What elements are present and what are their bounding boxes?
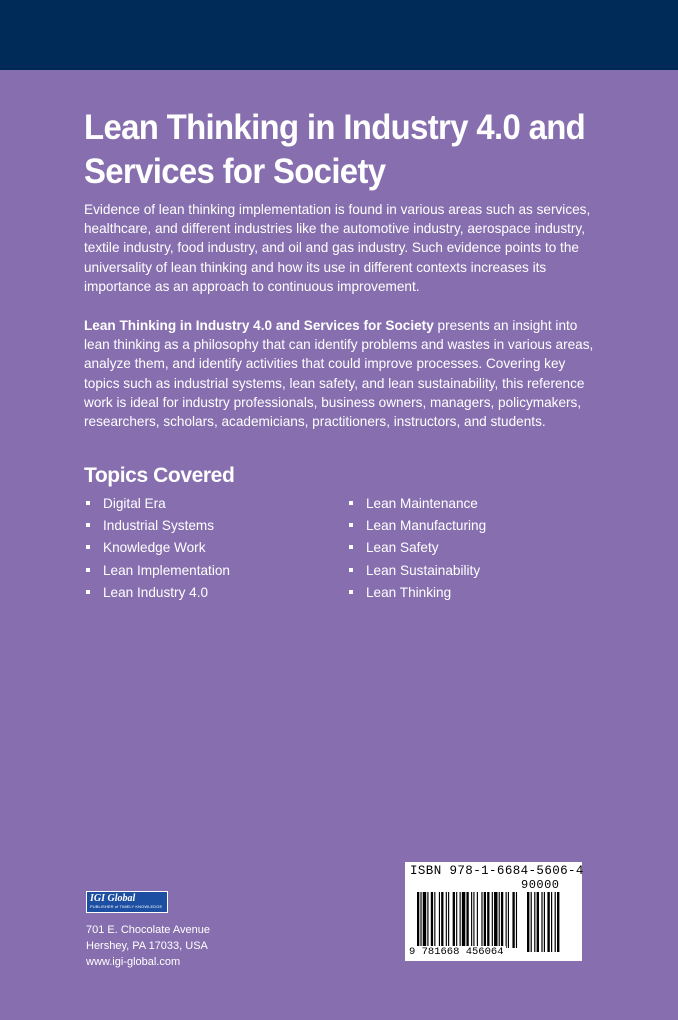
topic-item <box>349 560 486 582</box>
bullet-icon <box>349 523 353 527</box>
isbn-label: ISBN 978-1-6684-5606-4 <box>410 864 584 878</box>
barcode-addon-bar <box>537 892 539 952</box>
bullet-icon <box>86 501 90 505</box>
barcode-bar <box>456 892 457 948</box>
topic-label: Lean Sustainability <box>366 562 481 578</box>
paragraph-2-text: presents an insight into lean thinking as a philosophy that can identify problems and wastes in various areas, analyze them, and identify activities that could improve processes. Covering key topics such as industrial systems, lean safety, and lean sustainability, this reference work is ideal for industry professionals, business owners, managers, policymakers, researchers, scholars, academicians, practitioners, instructors, and students. <box>84 318 594 430</box>
publisher-logo <box>86 891 168 913</box>
barcode-bar <box>471 892 472 948</box>
barcode-bar <box>484 892 486 948</box>
barcode-bar <box>448 892 449 948</box>
barcode-bar <box>512 892 514 948</box>
bullet-icon <box>349 568 353 572</box>
bullet-icon <box>349 590 353 594</box>
barcode-bar <box>492 892 493 948</box>
barcode-bar <box>420 892 421 948</box>
barcode-bar <box>477 892 478 948</box>
topic-item <box>86 493 230 515</box>
barcode-addon-bar <box>557 892 559 952</box>
barcode-bar <box>516 892 517 948</box>
bullet-icon <box>349 545 353 549</box>
barcode-addon-bar <box>534 892 535 952</box>
barcode-bar <box>508 892 509 948</box>
barcode-bar <box>473 892 474 948</box>
barcode-addon-bar <box>544 892 545 952</box>
bullet-icon <box>349 501 353 505</box>
topics-list-left <box>86 493 230 604</box>
logo-tagline: PUBLISHER of TIMELY KNOWLEDGE <box>90 904 163 909</box>
barcode-bar <box>446 892 447 948</box>
logo-name: IGI Global <box>90 893 136 904</box>
barcode-bar <box>460 892 461 948</box>
topic-item <box>349 582 486 604</box>
topic-label: Lean Implementation <box>103 562 230 578</box>
barcode-addon-bar <box>541 892 542 952</box>
publisher-address <box>86 922 210 971</box>
barcode-addon-bar <box>527 892 529 952</box>
topic-label: Lean Safety <box>366 540 439 556</box>
publisher-website: www.igi-global.com <box>86 956 181 969</box>
barcode-addon-bar <box>531 892 532 952</box>
barcode-addon-bar <box>555 892 556 952</box>
address-line-2: Hershey, PA 17033, USA <box>86 940 208 953</box>
topic-label: Lean Thinking <box>366 584 452 600</box>
bullet-icon <box>86 568 90 572</box>
topic-label: Industrial Systems <box>103 518 215 534</box>
topic-label: Knowledge Work <box>103 540 206 556</box>
topic-item <box>86 515 230 537</box>
topics-heading: Topics Covered <box>84 464 235 487</box>
barcode-bar <box>427 892 428 948</box>
barcode-addon-number: 90000 <box>521 878 560 892</box>
topic-label: Digital Era <box>103 496 166 511</box>
topic-label: Lean Manufacturing <box>366 518 487 534</box>
barcode-bar <box>453 892 455 948</box>
barcode-bar <box>501 892 503 948</box>
barcode-addon-bar <box>547 892 549 952</box>
barcode-bar <box>434 892 435 948</box>
barcode-bar <box>494 892 497 948</box>
isbn-barcode <box>405 862 582 961</box>
topic-item <box>349 493 486 515</box>
topic-item <box>349 537 486 559</box>
barcode-bar <box>423 892 426 948</box>
barcode-bar <box>431 892 433 948</box>
barcode-bar <box>441 892 443 948</box>
topic-item <box>86 582 230 604</box>
address-line-1: 701 E. Chocolate Avenue <box>86 924 210 936</box>
topic-label: Lean Industry 4.0 <box>103 584 209 600</box>
bullet-icon <box>86 545 90 549</box>
top-bar <box>0 0 678 70</box>
barcode-addon-bar <box>551 892 552 952</box>
barcode-bar <box>499 892 500 948</box>
book-title: Lean Thinking in Industry 4.0 and Services for Society <box>84 108 586 191</box>
description-paragraph-1: Evidence of lean thinking implementation is found in various areas such as services, healthcare, and different industries like the automotive industry, aerospace industry, textile industry, food industry, and oil and gas industry. Such evidence points to the universality of lean thinking and how its use in different contexts increases its importance as an approach to continuous improvement. <box>84 202 591 294</box>
paragraph-2-book-title: Lean Thinking in Industry 4.0 and Services for Society <box>84 318 434 333</box>
topic-item <box>86 560 230 582</box>
barcode-bar <box>481 892 482 948</box>
description-paragraph-2 <box>84 316 598 431</box>
bullet-icon <box>86 590 90 594</box>
barcode-bar <box>417 892 419 948</box>
barcode-bar <box>466 892 468 948</box>
barcode-bars <box>409 892 578 952</box>
bullet-icon <box>86 523 90 527</box>
barcode-digits: 9 781668 456064 <box>409 946 504 958</box>
barcode-bar <box>462 892 465 948</box>
topic-label: Lean Maintenance <box>366 496 478 511</box>
barcode-bar <box>506 892 507 948</box>
barcode-bar <box>439 892 440 948</box>
topic-item <box>349 515 486 537</box>
topic-item <box>86 537 230 559</box>
topics-list-right <box>349 493 486 604</box>
barcode-bar <box>487 892 489 948</box>
